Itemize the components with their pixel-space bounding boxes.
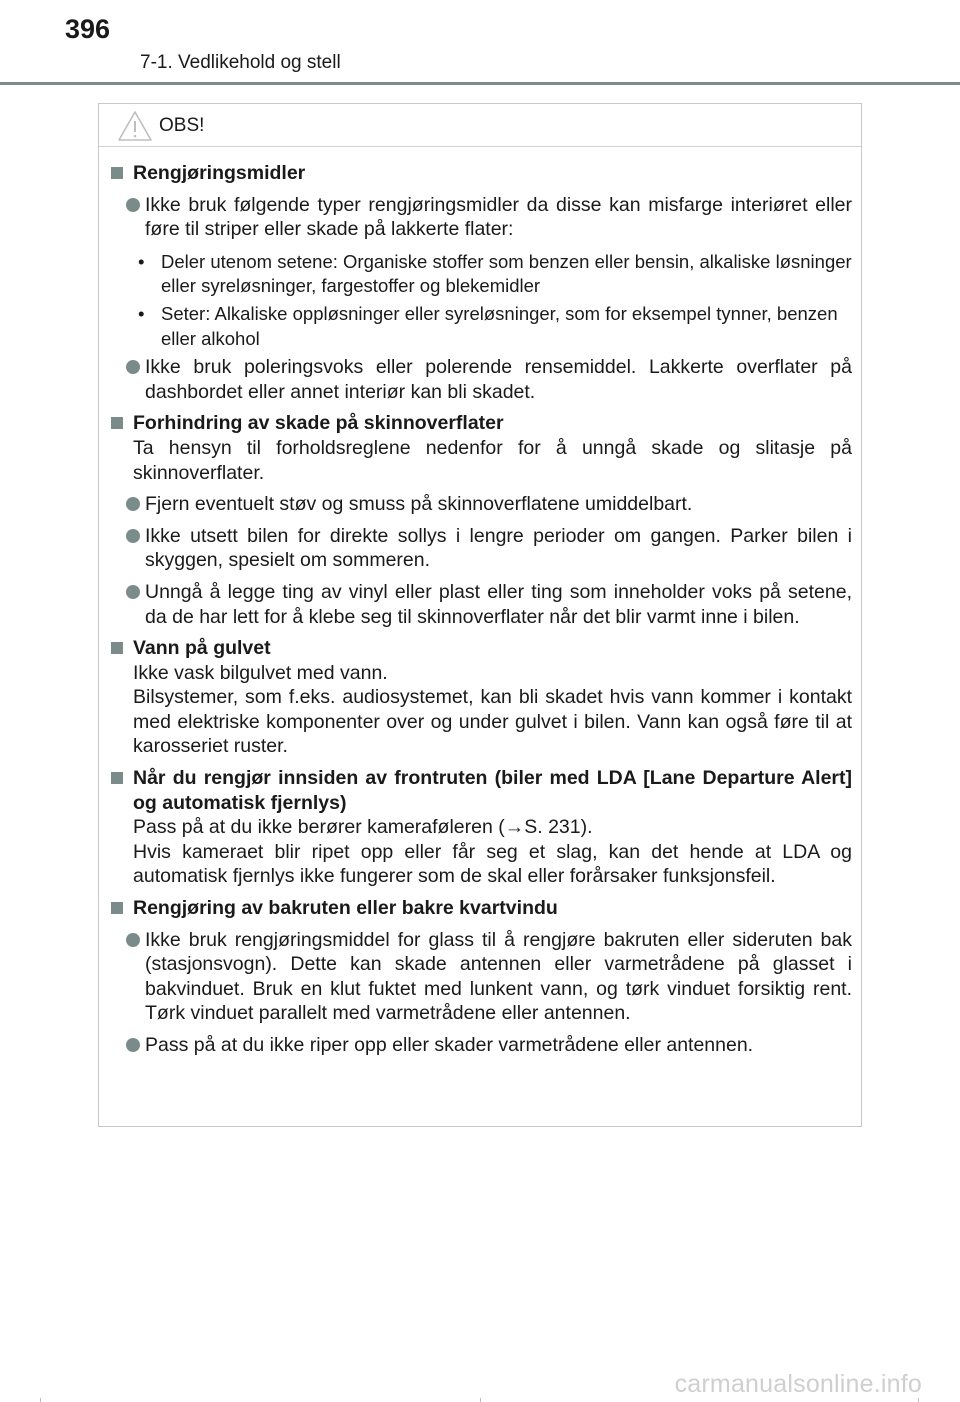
caution-box: [98, 103, 862, 1127]
sub-bullet-icon: •: [138, 302, 145, 324]
paragraph: Ta hensyn til forholdsreglene nedenfor for å unngå skade og slitasje på skinnoverflater.: [133, 436, 852, 484]
heading-text: Vann på gulvet: [133, 637, 271, 660]
list-item-text: Unngå å legge ting av vinyl eller plast eller ting som inneholder voks på setene, da de har lett for å klebe seg til skinnoverflater når det blir varmt inne i bilen.: [145, 580, 852, 628]
page-header: [0, 0, 960, 88]
header-rule: [0, 82, 960, 85]
list-item: [108, 1033, 852, 1058]
caution-title: OBS!: [159, 115, 205, 136]
list-item-text: Pass på at du ikke riper opp eller skader varmetrådene eller antennen.: [145, 1034, 754, 1056]
sub-list-item: [108, 250, 852, 299]
page-number: 396: [65, 14, 111, 44]
list-item-text: Ikke bruk følgende typer rengjøringsmidler da disse kan misfarge interiøret eller føre til striper eller skade på lakkerte flater:: [145, 193, 852, 241]
square-bullet-icon: [111, 417, 123, 429]
sub-item-text: Seter: Alkaliske oppløsninger eller syreløsninger, som for eksempel tynner, benzen eller alkohol: [161, 302, 838, 349]
list-item-text: Ikke bruk rengjøringsmiddel for glass til å rengjøre bakruten eller sideruten bak (stasjonsvogn). Dette kan skade antennen eller varmetrådene på glasset i bakvinduet. Bruk en klut fuktet med lunkent vann, og tørk vinduet forsiktig rent. Tørk vinduet parallelt med varmetrådene eller antennen.: [145, 928, 852, 1025]
section-heading: [108, 161, 852, 186]
round-bullet-icon: [126, 198, 140, 212]
heading-text: Rengjøring av bakruten eller bakre kvartvindu: [133, 897, 558, 920]
list-item: [108, 524, 852, 573]
round-bullet-icon: [126, 933, 140, 947]
square-bullet-icon: [111, 772, 123, 784]
sub-bullet-icon: •: [138, 250, 145, 272]
list-item: [108, 580, 852, 629]
round-bullet-icon: [126, 1038, 140, 1052]
paragraph: Bilsystemer, som f.eks. audiosystemet, kan bli skadet hvis vann kommer i kontakt med elektriske komponenter over og under gulvet i bilen. Vann kan også føre til at karosseriet ruster.: [133, 686, 852, 758]
crop-marks: [0, 1392, 960, 1402]
heading-text: Forhindring av skade på skinnoverflater: [133, 412, 504, 435]
list-item-text: Ikke utsett bilen for direkte sollys i lengre perioder om gangen. Parker bilen i skyggen, spesielt om sommeren.: [145, 524, 852, 572]
section-heading: [108, 766, 852, 815]
heading-text: Rengjøringsmidler: [133, 162, 306, 184]
round-bullet-icon: [126, 529, 140, 543]
section-heading: [108, 411, 852, 436]
round-bullet-icon: [126, 360, 140, 374]
square-bullet-icon: [111, 902, 123, 914]
square-bullet-icon: [111, 167, 123, 179]
list-item: [108, 193, 852, 242]
square-bullet-icon: [111, 642, 123, 654]
sub-list-item: [108, 302, 852, 351]
section-heading: [108, 896, 852, 921]
list-item: [108, 492, 852, 517]
warning-triangle-icon: [117, 110, 153, 142]
list-item: [108, 355, 852, 404]
list-item-text: Ikke bruk poleringsvoks eller polerende rensemiddel. Lakkerte overflater på dashbordet eller annet interiør kan bli skadet.: [145, 356, 852, 403]
sub-item-text: Deler utenom setene: Organiske stoffer som benzen eller bensin, alkaliske løsninger eller syreløsninger, fargestoffer og blekemidler: [161, 250, 852, 297]
round-bullet-icon: [126, 585, 140, 599]
list-item-text: Fjern eventuelt støv og smuss på skinnoverflatene umiddelbart.: [145, 493, 693, 516]
paragraph: Ikke vask bilgulvet med vann.: [133, 661, 388, 684]
section-title: 7-1. Vedlikehold og stell: [140, 52, 341, 73]
round-bullet-icon: [126, 497, 140, 511]
section-heading: [108, 636, 852, 661]
caution-body: [99, 147, 861, 1058]
watermark: carmanualsonline.info: [674, 1370, 922, 1398]
paragraph: Hvis kameraet blir ripet opp eller får seg et slag, kan det hende at LDA og automatisk fjernlys ikke fungerer som de skal eller forårsaker funksjonsfeil.: [133, 840, 852, 888]
caution-header: [99, 104, 861, 147]
list-item: [108, 928, 852, 1026]
paragraph: Pass på at du ikke berører kameraføleren (→S. 231).: [133, 816, 593, 839]
heading-text: Når du rengjør innsiden av frontruten (biler med LDA [Lane Departure Alert] og automatisk fjernlys): [133, 767, 852, 814]
